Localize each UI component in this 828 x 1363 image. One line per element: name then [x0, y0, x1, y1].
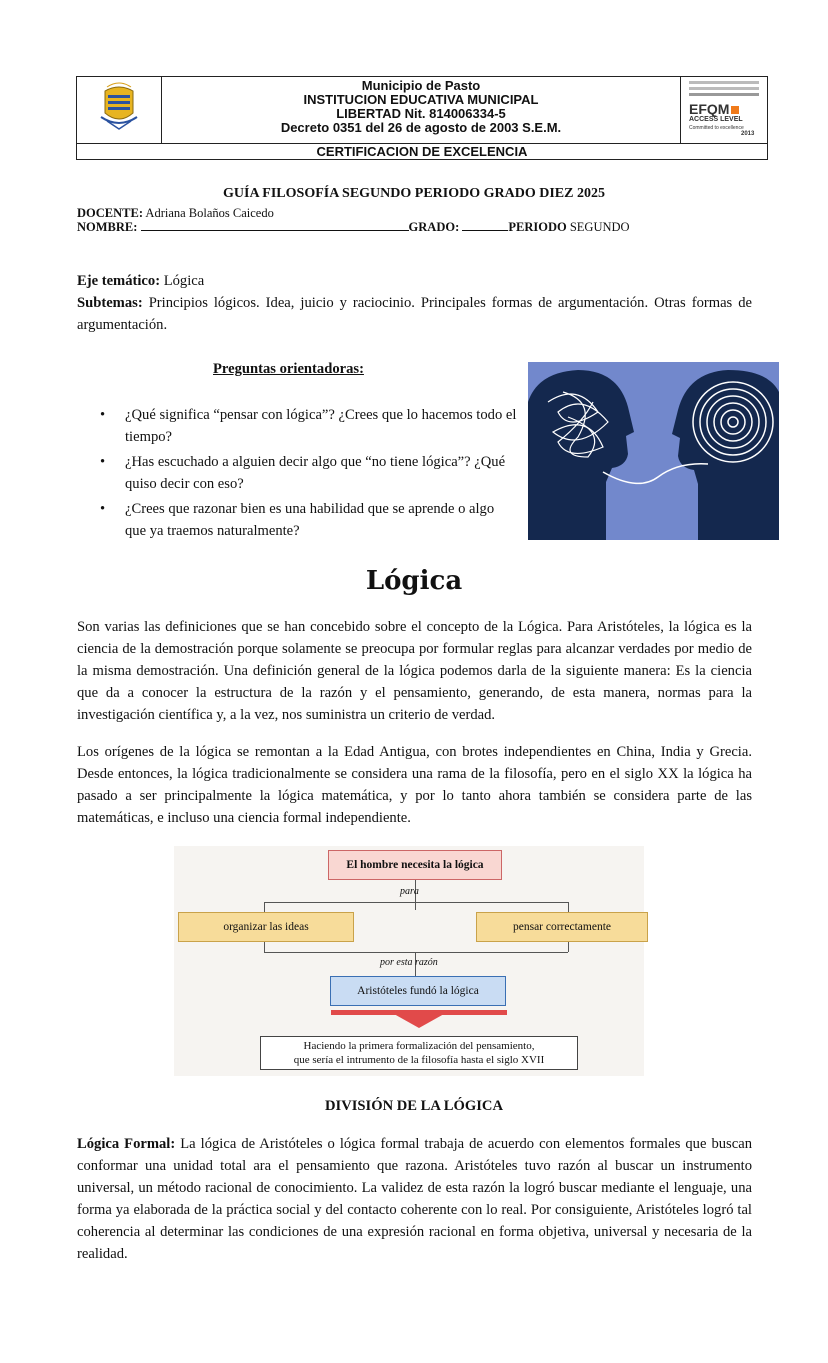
- list-item: • ¿Crees que razonar bien es una habilidad que se aprende o algo que ya traemos naturalmente?: [100, 498, 518, 542]
- heads-illustration: [528, 362, 779, 540]
- docente-label: DOCENTE:: [77, 206, 143, 220]
- list-item: • ¿Has escuchado a alguien decir algo que “no tiene lógica”? ¿Qué quiso decir con eso?: [100, 451, 518, 495]
- diagram-right-box: pensar correctamente: [476, 912, 648, 942]
- subtemas-value: Principios lógicos. Idea, juicio y raciocinio. Principales formas de argumentación. Otras formas de argumentación.: [77, 295, 752, 333]
- guide-title: GUÍA FILOSOFÍA SEGUNDO PERIODO GRADO DIEZ 2025: [223, 186, 605, 201]
- division-title: DIVISIÓN DE LA LÓGICA: [324, 1098, 503, 1114]
- periodo-label: PERIODO: [508, 220, 567, 234]
- down-arrow-icon: [394, 1014, 444, 1028]
- efqm-level: ACCESS LEVEL: [689, 116, 743, 123]
- nombre-blank[interactable]: [141, 220, 409, 231]
- docente-line: [77, 206, 274, 220]
- header-decreto: Decreto 0351 del 26 de agosto de 2003 S.E.M.: [280, 120, 562, 135]
- efqm-bars-icon: [689, 81, 759, 99]
- efqm-tagline: Committed to excellence: [689, 125, 744, 131]
- diagram-bottom-line2: que sería el intrumento de la filosofía hasta el siglo XVII: [293, 1054, 545, 1066]
- eje-tematico: [77, 270, 752, 292]
- logic-concept-diagram: [174, 846, 644, 1076]
- efqm-square-icon: [731, 106, 739, 114]
- logica-formal-text: La lógica de Aristóteles o lógica formal trabaja de acuerdo con elementos formales que buscan conformar una unidad total ara el pensamiento que razona. Aristóteles tuvo razón al buscar un instrumento universal, un método racional de conocimiento. La validez de esta razón la logró buscar mediante el lenguaje, una forma ya elaborada de la práctica social y del contacto coherente con lo real. Por consiguiente, Aristóteles logró tal coherencia al determinar las condiciones de una expresión racional en forma objetiva, universal y necesaria de la realidad.: [77, 1136, 752, 1262]
- docente-value: Adriana Bolaños Caicedo: [145, 206, 274, 220]
- nombre-line: [77, 220, 630, 234]
- header-table: [76, 76, 768, 160]
- efqm-brand: EFQM: [689, 101, 730, 117]
- diagram-middle-box: Aristóteles fundó la lógica: [330, 976, 506, 1006]
- grado-blank[interactable]: [462, 220, 508, 231]
- diagram-para-label: para: [400, 886, 419, 897]
- paragraph-definicion: Son varias las definiciones que se han concebido sobre el concepto de la Lógica. Para Aristóteles, la lógica es la ciencia de la demostración porque solamente se preocupa por formular reglas para alcanzar verdades por medio de la misma demostración. Una definición general de la lógica podemos darla de la siguiente manera: Es la ciencia que da a conocer la estructura de la razón y el pensamiento, generando, de esta manera, normas para la investigación científica y, a la vez, nos suministra un criterio de verdad.: [77, 619, 752, 723]
- preguntas-title: Preguntas orientadoras:: [213, 361, 364, 377]
- school-shield-icon: [77, 77, 161, 143]
- school-logo-cell: [77, 77, 162, 143]
- efqm-year: 2013: [741, 131, 755, 137]
- preguntas-list: [100, 404, 518, 545]
- subtemas: [77, 292, 752, 336]
- thinking-heads-icon: [528, 362, 779, 540]
- diagram-top-box: El hombre necesita la lógica: [328, 850, 502, 880]
- diagram-bottom-box: [260, 1036, 578, 1070]
- eje-label: Eje temático:: [77, 273, 161, 289]
- efqm-logo-cell: [680, 77, 767, 143]
- paragraph-logica-formal: [77, 1133, 752, 1265]
- periodo-value: SEGUNDO: [569, 220, 630, 234]
- paragraph-origenes: Los orígenes de la lógica se remontan a la Edad Antigua, con brotes independientes en China, India y Grecia. Desde entonces, la lógica tradicionalmente se considera una rama de la filosofía, pero en el siglo XX la lógica ha pasado a ser principalmente la lógica matemática, y por lo tanto ahora también se considera parte de las matemáticas, e incluso una ciencia formal independiente.: [77, 744, 752, 826]
- header-certificacion: CERTIFICACION DE EXCELENCIA: [77, 143, 767, 159]
- logica-formal-label: Lógica Formal:: [77, 1136, 176, 1152]
- header-municipio: Municipio de Pasto: [361, 78, 481, 93]
- nombre-label: NOMBRE:: [77, 220, 138, 234]
- grado-label: GRADO:: [408, 220, 460, 234]
- diagram-bottom-line1: Haciendo la primera formalización del pensamiento,: [303, 1040, 535, 1052]
- diagram-left-box: organizar las ideas: [178, 912, 354, 942]
- subtemas-label: Subtemas:: [77, 295, 143, 311]
- list-item: • ¿Qué significa “pensar con lógica”? ¿Crees que lo hacemos todo el tiempo?: [100, 404, 518, 448]
- logica-title: Lógica: [365, 566, 463, 596]
- header-institucion: INSTITUCION EDUCATIVA MUNICIPAL: [303, 92, 539, 107]
- header-institution: [161, 77, 681, 145]
- eje-value: Lógica: [163, 273, 205, 289]
- header-libertad: LIBERTAD Nit. 814006334-5: [336, 106, 506, 121]
- diagram-reason-label: por esta razón: [380, 957, 438, 968]
